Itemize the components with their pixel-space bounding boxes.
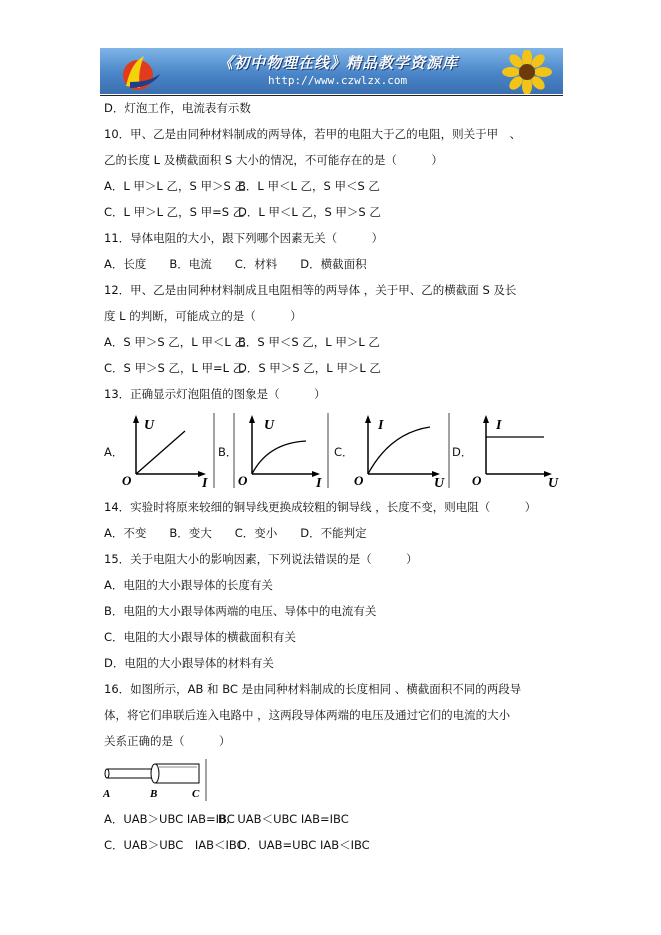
q15-option-d: D．电阻的大小跟导体的材料有关 [104, 656, 274, 670]
q10-option-d: D．L 甲＜L 乙，S 甲＞S 乙 [238, 205, 381, 219]
q9-option-d: D．灯泡工作，电流表有示数 [104, 101, 251, 115]
graph-d-x-label: U [548, 476, 559, 491]
graph-a-origin: O [122, 473, 132, 488]
q16-option-d: D．UAB=UBC IAB＜IBC [238, 838, 370, 852]
sunflower-icon [497, 50, 557, 94]
graph-d [468, 413, 563, 491]
graph-a-letter: A． [104, 445, 124, 459]
site-url[interactable]: http://www.czwlzx.com [268, 74, 408, 87]
header-rule [100, 95, 563, 96]
graph-a [120, 413, 215, 491]
q16-option-c: C．UAB＞UBC IAB＜IBC [104, 838, 245, 852]
q14-options: A．不变 B．变大 C．变小 D．不能判定 [104, 526, 367, 540]
q16-option-a: A．UAB＞UBC IAB=IBC [104, 812, 235, 826]
graph-c-x-label: U [434, 476, 445, 491]
q12-stem-line1: 12．甲、乙是由同种材料制成且电阻相等的两导体 ，关于甲、乙的横截面 S 及长 [104, 283, 517, 297]
q16-option-b: B．UAB＜UBC IAB=IBC [218, 812, 349, 826]
graph-a-x-label: I [202, 476, 208, 491]
header-banner [100, 48, 563, 94]
graph-b [234, 413, 329, 491]
q15-option-a: A．电阻的大小跟导体的长度有关 [104, 578, 273, 592]
graph-b-y-label: U [264, 418, 275, 433]
figure-label-c: C [192, 788, 200, 800]
graph-b-x-label: I [316, 476, 322, 491]
graph-d-origin: O [472, 473, 482, 488]
q16-stem-line3: 关系正确的是（ ） [104, 734, 231, 748]
graph-c-letter: C． [334, 445, 354, 459]
q10-stem-line2: 乙的长度 L 及横截面积 S 大小的情况，不可能存在的是（ ） [104, 153, 443, 167]
figure-label-a: A [103, 788, 111, 800]
q16-stem-line1: 16．如图所示，AB 和 BC 是由同种材料制成的长度相同 、横截面积不同的两段导 [104, 682, 522, 696]
q10-option-c: C．L 甲＞L 乙，S 甲=S 乙 [104, 205, 245, 219]
q10-option-a: A．L 甲＞L 乙，S 甲＞S 乙 [104, 179, 246, 193]
q12-stem-line2: 度 L 的判断，可能成立的是（ ） [104, 309, 302, 323]
q11-stem: 11．导体电阻的大小，跟下列哪个因素无关（ ） [104, 231, 384, 245]
graph-c-origin: O [354, 473, 364, 488]
q14-stem: 14．实验时将原来较细的铜导线更换成较粗的铜导线 ，长度不变，则电阻（ ） [104, 500, 537, 514]
graph-b-origin: O [238, 473, 248, 488]
q16-conductor-figure [103, 759, 207, 801]
q12-option-d: D．S 甲＞S 乙，L 甲＞L 乙 [238, 361, 381, 375]
q11-options: A．长度 B．电流 C．材料 D．横截面积 [104, 257, 367, 271]
site-logo-icon [100, 48, 170, 94]
q12-option-a: A．S 甲＞S 乙，L 甲＜L 乙 [104, 335, 246, 349]
q12-option-b: B．S 甲＜S 乙，L 甲＞L 乙 [238, 335, 380, 349]
q15-stem: 15．关于电阻大小的影响因素，下列说法错误的是（ ） [104, 552, 418, 566]
graph-a-y-label: U [144, 418, 155, 433]
graph-d-y-label: I [496, 418, 502, 433]
q16-stem-line2: 体，将它们串联后连入电路中 ，这两段导体两端的电压及通过它们的电流的大小 [104, 708, 511, 722]
graph-b-letter: B． [218, 445, 238, 459]
graph-c [350, 413, 450, 491]
q12-option-c: C．S 甲＞S 乙，L 甲=L 乙 [104, 361, 245, 375]
site-title: 《初中物理在线》精品教学资源库 [218, 54, 459, 72]
q10-stem-line1: 10．甲、乙是由同种材料制成的两导体，若甲的电阻大于乙的电阻，则关于甲 、 [104, 127, 522, 141]
graph-c-y-label: I [378, 418, 384, 433]
q13-stem: 13．正确显示灯泡阻值的图象是（ ） [104, 387, 326, 401]
figure-label-b: B [150, 788, 158, 800]
graph-d-letter: D． [452, 445, 473, 459]
q15-option-b: B．电阻的大小跟导体两端的电压、导体中的电流有关 [104, 604, 377, 618]
q10-option-b: B．L 甲＜L 乙，S 甲＜S 乙 [238, 179, 380, 193]
q15-option-c: C．电阻的大小跟导体的横截面积有关 [104, 630, 297, 644]
